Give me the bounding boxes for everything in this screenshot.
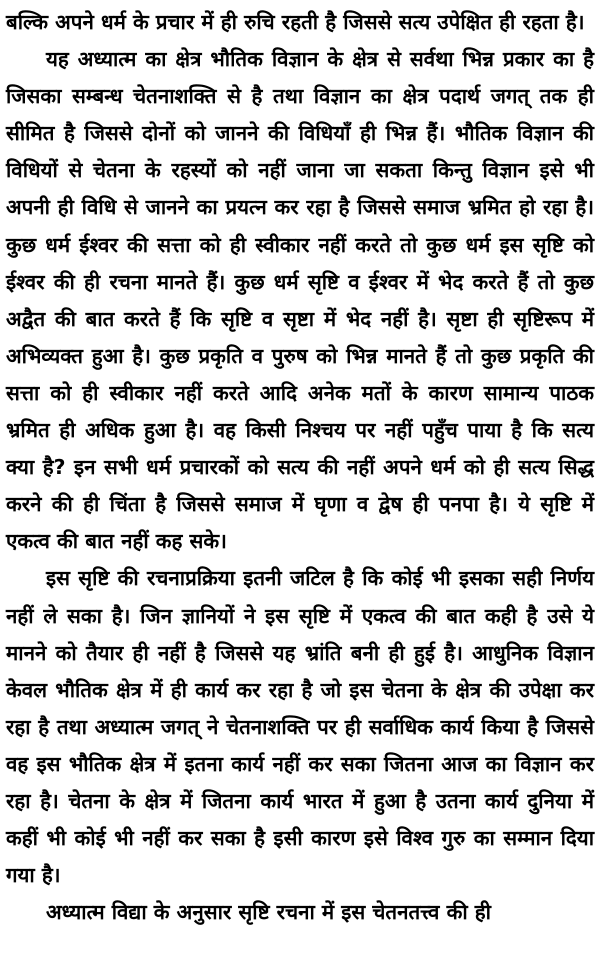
paragraph-4: अध्यात्म विद्या के अनुसार सृष्टि रचना में इस चेतनतत्त्व की ही [46, 900, 491, 925]
paragraph-2: यह अध्यात्म का क्षेत्र भौतिक विज्ञान के क्षेत्र से सर्वथा भिन्न प्रकार का है जिसका सम्बन्ध चेतनाशक्ति से है तथा विज्ञान का क्षेत्र पदार्थ जगत् तक ही सीमित है जिससे दोनों को जानने की विधियाँ ही भिन्न हैं। भौतिक विज्ञान की विधियों से चेतना के रहस्यों को नहीं जाना जा सकता किन्तु विज्ञान इसे भी अपनी ही विधि से जानने का प्रयत्न कर रहा है जिससे समाज भ्रमित हो रहा है। कुछ धर्म ईश्वर की सत्ता को ही स्वीकार नहीं करते तो कुछ धर्म इस सृष्टि को ईश्वर की ही रचना मानते हैं। कुछ धर्म सृष्टि व ईश्वर में भेद करते हैं तो कुछ अद्वैत की बात करते हैं कि सृष्टि व सृष्टा में भेद नहीं है। सृष्टा ही सृष्टिरूप में अभिव्यक्त हुआ है। कुछ प्रकृति व पुरुष को भिन्न मानते हैं तो कुछ प्रकृति की सत्ता को ही स्वीकार नहीं करते आदि अनेक मतों के कारण सामान्य पाठक भ्रमित ही अधिक हुआ है। वह किसी निश्चय पर नहीं पहुँच पाया है कि सत्य क्या है? इन सभी धर्म प्रचारकों को सत्य की नहीं अपने धर्म को ही सत्य सिद्ध करने की ही चिंता है जिससे समाज में घृणा व द्वेष ही पनपा है। ये सृष्टि में एकत्व की बात नहीं कह सके। [6, 47, 594, 554]
paragraph-3: इस सृष्टि की रचनाप्रक्रिया इतनी जटिल है कि कोई भी इसका सही निर्णय नहीं ले सका है। जिन ज्ञानियों ने इस सृष्टि में एकत्व की बात कही है उसे ये मानने को तैयार ही नहीं है जिससे यह भ्रांति बनी ही हुई है। आधुनिक विज्ञान केवल भौतिक क्षेत्र में ही कार्य कर रहा है जो इस चेतना के क्षेत्र की उपेक्षा कर रहा है तथा अध्यात्म जगत् ने चेतनाशक्ति पर ही सर्वाधिक कार्य किया है जिससे वह इस भौतिक क्षेत्र में इतना कार्य नहीं कर सका जितना आज का विज्ञान कर रहा है। चेतना के क्षेत्र में जितना कार्य भारत में हुआ है उतना कार्य दुनिया में कहीं भी कोई भी नहीं कर सका है इसी कारण इसे विश्व गुरु का सम्मान दिया गया है। [6, 566, 594, 888]
paragraph-1: बल्कि अपने धर्म के प्रचार में ही रुचि रहती है जिससे सत्य उपेक्षित ही रहता है। [6, 10, 585, 34]
